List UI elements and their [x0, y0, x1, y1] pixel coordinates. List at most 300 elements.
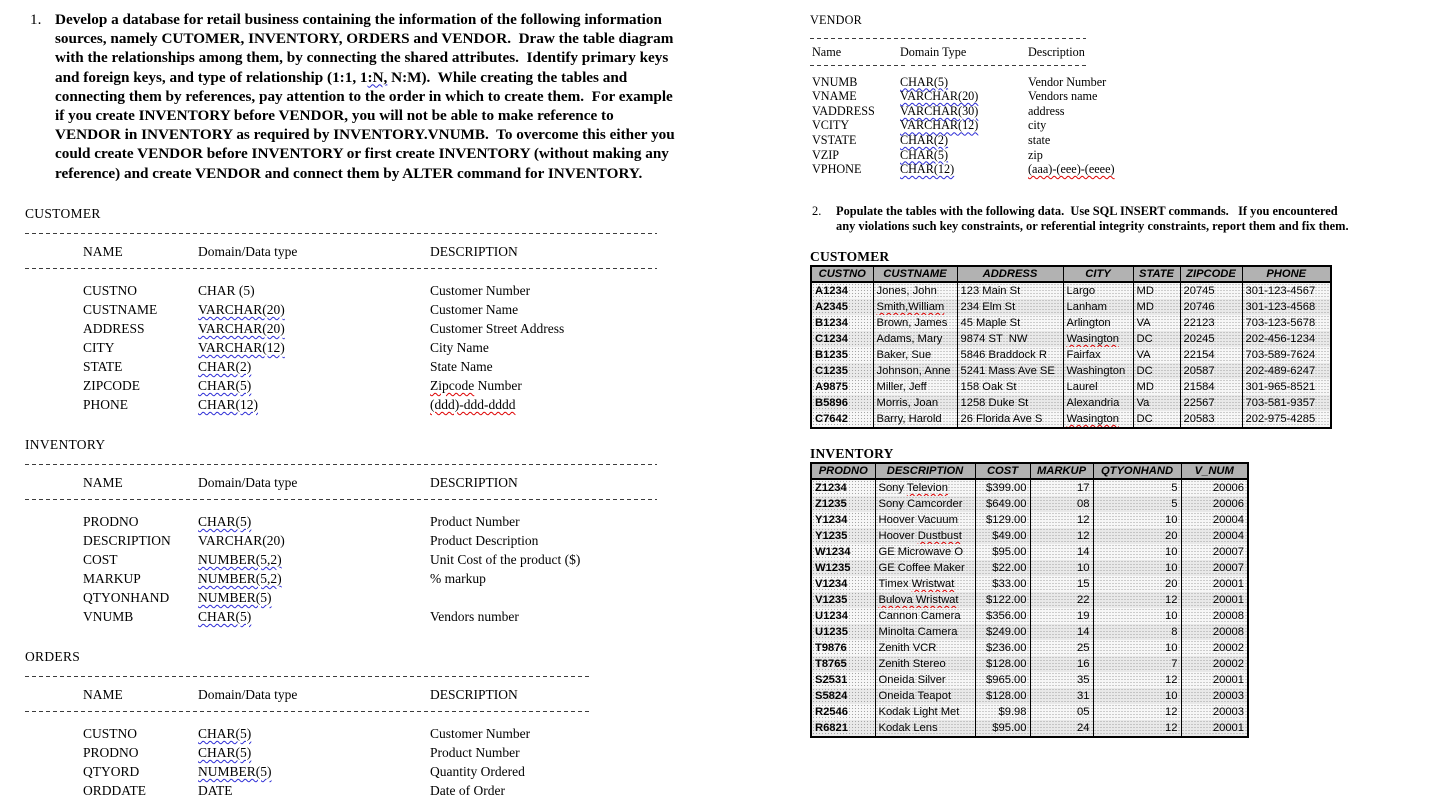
- misspelled-text: NUMBER(5,2): [198, 551, 282, 567]
- attribute-name: CUSTNO: [83, 282, 138, 298]
- table-cell: W1235: [811, 560, 875, 576]
- table-cell: [1063, 315, 1133, 331]
- table-row: [811, 704, 1248, 720]
- table-cell: [1063, 411, 1133, 428]
- table-cell: 9874 ST NW: [957, 331, 1063, 347]
- table-cell: [1063, 347, 1133, 363]
- attribute-domain: [900, 133, 1028, 148]
- schema-row: [810, 75, 1355, 90]
- text-segment: and foreign keys, and type of relationship (1:1, 1: [55, 68, 368, 86]
- column-header: DESCRIPTION: [875, 463, 975, 479]
- attribute-description: [430, 376, 740, 395]
- table-cell: A2345: [811, 299, 873, 315]
- table-cell: 20745: [1180, 282, 1242, 299]
- table-title-inventory: INVENTORY: [810, 445, 894, 461]
- table-cell: [1063, 282, 1133, 299]
- table-cell: A9875: [811, 379, 873, 395]
- table-cell: C1235: [811, 363, 873, 379]
- table-row: [811, 363, 1331, 379]
- table-cell: 20001: [1181, 720, 1248, 737]
- table-cell: 10: [1093, 608, 1181, 624]
- attribute-name: PHONE: [83, 396, 129, 412]
- table-cell: $49.00: [975, 528, 1030, 544]
- schema-header-row: [25, 685, 740, 704]
- schema-col-header: Domain/Data type: [198, 686, 298, 702]
- assignment-item-1: [0, 10, 740, 183]
- schema-col-header: DESCRIPTION: [430, 474, 518, 490]
- table-cell: T9876: [811, 640, 875, 656]
- text-segment: N:M). While creating the tables and: [387, 68, 628, 86]
- text-segment: GE Coffee Maker: [878, 561, 965, 574]
- table-cell: [875, 672, 975, 688]
- table-row: [811, 640, 1248, 656]
- schema-inventory: [25, 436, 740, 626]
- attribute-domain: [198, 319, 430, 338]
- table-cell: $9.98: [975, 704, 1030, 720]
- attribute-domain: [900, 89, 1028, 104]
- text-segment: could create VENDOR before INVENTORY or first create INVENTORY (without making any: [55, 145, 669, 163]
- table-cell: $128.00: [975, 656, 1030, 672]
- table-cell: 12: [1093, 720, 1181, 737]
- text-segment: any violations such key constraints, or referential integrity constraints, report them and fix them.: [836, 219, 1349, 234]
- table-cell: 20746: [1180, 299, 1242, 315]
- table-cell: [1063, 299, 1133, 315]
- table-cell: 158 Oak St: [957, 379, 1063, 395]
- table-cell: Z1235: [811, 496, 875, 512]
- misspelled-text: (aaa)-(eee)-(eeee): [1028, 162, 1115, 177]
- table-cell: 5: [1093, 496, 1181, 512]
- attribute-name: VNUMB: [812, 74, 858, 89]
- table-cell: 5: [1093, 479, 1181, 496]
- schema-row: [25, 300, 740, 319]
- table-cell: DC: [1133, 363, 1180, 379]
- table-cell: 20006: [1181, 496, 1248, 512]
- text-segment: reference) and create VENDOR and connect them by ALTER command for INVENTORY.: [55, 164, 643, 182]
- schema-vendor: [810, 12, 1355, 177]
- text-segment: Brown, James: [876, 316, 948, 329]
- attribute-domain: [198, 743, 430, 762]
- table-cell: 20245: [1180, 331, 1242, 347]
- table-cell: 20: [1093, 576, 1181, 592]
- table-cell: B1234: [811, 315, 873, 331]
- attribute-description: [1028, 162, 1355, 177]
- table-row: [811, 656, 1248, 672]
- table-cell: [1063, 379, 1133, 395]
- table-cell: 20002: [1181, 640, 1248, 656]
- paragraph-line: [836, 219, 1349, 235]
- misspelled-text: CHAR(12): [198, 396, 258, 412]
- table-cell: 12: [1030, 512, 1093, 528]
- table-cell: 10: [1093, 512, 1181, 528]
- table-cell: 24: [1030, 720, 1093, 737]
- text-segment: Date of Order: [430, 782, 505, 798]
- misspelled-text: VARCHAR(12): [900, 118, 979, 133]
- text-segment: Sony Camcorder: [878, 497, 963, 510]
- paragraph-line: [55, 125, 720, 144]
- attribute-domain: [198, 781, 430, 800]
- table-cell: [875, 656, 975, 672]
- misspelled-text: Smith,William: [876, 300, 945, 313]
- item1-number: 1.: [30, 11, 42, 28]
- left-column: [0, 10, 740, 800]
- column-header: CUSTNO: [811, 266, 873, 282]
- table-cell: 14: [1030, 624, 1093, 640]
- attribute-domain: [198, 607, 430, 626]
- table-cell: 20004: [1181, 512, 1248, 528]
- text-segment: sources, namely CUTOMER, INVENTORY, ORDERS and VENDOR. Draw the table diagram: [55, 30, 674, 48]
- divider-dashed-segment: [911, 63, 937, 68]
- divider-dashed: [25, 266, 657, 271]
- table-row: [811, 544, 1248, 560]
- table-cell: B5896: [811, 395, 873, 411]
- misspelled-text: Wasington: [1066, 412, 1119, 425]
- table-cell: [875, 512, 975, 528]
- table-row: [811, 315, 1331, 331]
- text-segment: Morris, Joan: [876, 396, 939, 409]
- schema-row: [810, 104, 1355, 119]
- text-segment: Largo: [1066, 284, 1096, 297]
- column-header: ADDRESS: [957, 266, 1063, 282]
- table-cell: [873, 395, 957, 411]
- table-cell: 14: [1030, 544, 1093, 560]
- attribute-domain: [198, 762, 430, 781]
- table-cell: [1063, 395, 1133, 411]
- table-cell: Y1235: [811, 528, 875, 544]
- text-segment: Minolta Camera: [878, 625, 958, 638]
- attribute-domain: [198, 512, 430, 531]
- table-cell: 123 Main St: [957, 282, 1063, 299]
- attribute-name: QTYORD: [83, 763, 140, 779]
- paragraph-line: [55, 29, 720, 48]
- schema-col-header: Name: [812, 45, 842, 59]
- table-cell: 16: [1030, 656, 1093, 672]
- assignment-item-2: [810, 204, 1355, 235]
- table-cell: 22: [1030, 592, 1093, 608]
- misspelled-text: :N,: [367, 68, 388, 86]
- text-segment: Adams, Mary: [876, 332, 943, 345]
- table-cell: 20004: [1181, 528, 1248, 544]
- table-cell: U1235: [811, 624, 875, 640]
- table-row: [811, 624, 1248, 640]
- table-cell: 20008: [1181, 624, 1248, 640]
- attribute-name: CITY: [83, 339, 115, 355]
- table-cell: MD: [1133, 282, 1180, 299]
- schema-header-row: [25, 242, 740, 261]
- attribute-domain: [198, 395, 430, 414]
- text-segment: VENDOR in INVENTORY as required by INVENTORY.VNUMB. To overcome this either you: [55, 126, 675, 144]
- table-cell: MD: [1133, 299, 1180, 315]
- table-cell: 17: [1030, 479, 1093, 496]
- schema-rows: [810, 75, 1355, 177]
- text-segment: Oneida Silver: [878, 673, 946, 686]
- table-cell: $129.00: [975, 512, 1030, 528]
- data-table-inventory: [810, 462, 1249, 738]
- text-segment: Populate the tables with the following data. Use SQL INSERT commands. If you encountered: [836, 203, 1338, 218]
- table-cell: 301-123-4567: [1242, 282, 1331, 299]
- schema-col-header: Domain Type: [900, 45, 967, 59]
- table-cell: V1235: [811, 592, 875, 608]
- schema-row: [25, 724, 740, 743]
- table-cell: [875, 592, 975, 608]
- text-segment: Barry, Harold: [876, 412, 942, 425]
- text-segment: Customer Number: [430, 725, 531, 741]
- table-cell: $22.00: [975, 560, 1030, 576]
- table-cell: 20007: [1181, 544, 1248, 560]
- table-row: [811, 528, 1248, 544]
- table-cell: $128.00: [975, 688, 1030, 704]
- table-cell: DC: [1133, 331, 1180, 347]
- text-segment: Vendors number: [430, 608, 519, 624]
- table-cell: 20001: [1181, 592, 1248, 608]
- text-segment: city: [1028, 118, 1047, 133]
- table-row: [811, 496, 1248, 512]
- table-cell: [875, 688, 975, 704]
- schema-row: [25, 550, 740, 569]
- divider-dashed-segment: [942, 63, 1086, 68]
- table-row: [811, 512, 1248, 528]
- attribute-description: [430, 781, 740, 800]
- table-cell: $122.00: [975, 592, 1030, 608]
- attribute-description: [430, 607, 740, 626]
- attribute-description: [430, 319, 740, 338]
- column-header: PRODNO: [811, 463, 875, 479]
- schema-row: [25, 376, 740, 395]
- divider-dashed: [810, 63, 1086, 68]
- text-segment: Sony: [878, 481, 907, 494]
- table-cell: 22123: [1180, 315, 1242, 331]
- paragraph-line: [55, 144, 720, 163]
- text-segment: zip: [1028, 147, 1043, 162]
- table-cell: [875, 576, 975, 592]
- column-header: COST: [975, 463, 1030, 479]
- table-cell: 12: [1030, 528, 1093, 544]
- schema-row: [25, 357, 740, 376]
- table-cell: [875, 496, 975, 512]
- table-cell: 08: [1030, 496, 1093, 512]
- attribute-name: CUSTNAME: [83, 301, 158, 317]
- table-cell: $33.00: [975, 576, 1030, 592]
- table-cell: [873, 363, 957, 379]
- misspelled-text: CHAR(2): [198, 358, 252, 374]
- schema-row: [810, 148, 1355, 163]
- table-cell: DC: [1133, 411, 1180, 428]
- text-segment: Quantity Ordered: [430, 763, 525, 779]
- table-row: [811, 411, 1331, 428]
- schema-col-header: Description: [1028, 45, 1085, 59]
- table-cell: 21584: [1180, 379, 1242, 395]
- attribute-domain: [198, 531, 430, 550]
- misspelled-text: Wasington: [1066, 332, 1119, 345]
- schema-row: [25, 607, 740, 626]
- column-header: CUSTNAME: [873, 266, 957, 282]
- table-cell: [875, 528, 975, 544]
- text-segment: Hoover Vacuum: [878, 513, 958, 526]
- table-cell: 12: [1093, 704, 1181, 720]
- table-row: [811, 672, 1248, 688]
- paragraph-line: [55, 106, 720, 125]
- attribute-name: VADDRESS: [812, 103, 875, 118]
- table-row: [811, 479, 1248, 496]
- table-row: [811, 720, 1248, 737]
- text-segment: Zenith VCR: [878, 641, 937, 654]
- text-segment: State Name: [430, 358, 493, 374]
- schema-rows: [25, 281, 740, 414]
- text-segment: Cannon Camera: [878, 609, 961, 622]
- table-header-row: [811, 266, 1331, 282]
- text-segment: Timex: [878, 577, 912, 590]
- text-segment: Hoover: [878, 529, 918, 542]
- attribute-name: COST: [83, 551, 118, 567]
- column-header: V_NUM: [1181, 463, 1248, 479]
- table-row: [811, 592, 1248, 608]
- table-cell: R6821: [811, 720, 875, 737]
- attribute-domain: [198, 550, 430, 569]
- table-row: [811, 299, 1331, 315]
- text-segment: Unit Cost of the product ($): [430, 551, 581, 567]
- text-segment: Vendors name: [1028, 89, 1098, 104]
- table-cell: [873, 411, 957, 428]
- attribute-domain: [198, 724, 430, 743]
- table-cell: 301-965-8521: [1242, 379, 1331, 395]
- table-cell: 20008: [1181, 608, 1248, 624]
- attribute-description: [430, 588, 740, 607]
- table-cell: 10: [1093, 688, 1181, 704]
- table-cell: 8: [1093, 624, 1181, 640]
- table-cell: MD: [1133, 379, 1180, 395]
- table-cell: 20: [1093, 528, 1181, 544]
- table-cell: $95.00: [975, 720, 1030, 737]
- table-cell: 10: [1093, 560, 1181, 576]
- table-row: [811, 347, 1331, 363]
- data-tables: [810, 249, 1355, 738]
- schema-col-header: NAME: [83, 243, 123, 259]
- table-cell: 05: [1030, 704, 1093, 720]
- schema-row: [25, 319, 740, 338]
- divider-dashed: [810, 36, 1086, 41]
- table-cell: U1234: [811, 608, 875, 624]
- attribute-description: [1028, 118, 1355, 133]
- text-segment: Product Number: [430, 513, 520, 529]
- attribute-description: [430, 357, 740, 376]
- table-cell: 703-123-5678: [1242, 315, 1331, 331]
- table-cell: $236.00: [975, 640, 1030, 656]
- misspelled-text: Wristwat: [911, 577, 955, 590]
- text-segment: state: [1028, 132, 1051, 147]
- attribute-name: ADDRESS: [83, 320, 145, 336]
- table-cell: 301-123-4568: [1242, 299, 1331, 315]
- text-segment: CHAR (5): [198, 282, 255, 298]
- misspelled-text: NUMBER(5): [198, 763, 272, 779]
- column-header: STATE: [1133, 266, 1180, 282]
- schema-title: VENDOR: [810, 13, 862, 27]
- text-segment: Number: [474, 377, 522, 393]
- misspelled-text: Zipcode: [430, 377, 475, 393]
- table-cell: 20001: [1181, 576, 1248, 592]
- paragraph-line: [55, 164, 720, 183]
- table-cell: 10: [1093, 544, 1181, 560]
- table-cell: [1063, 363, 1133, 379]
- table-cell: [873, 331, 957, 347]
- paragraph-line: [836, 204, 1341, 220]
- table-cell: 35: [1030, 672, 1093, 688]
- text-segment: Kodak Lens: [878, 721, 938, 734]
- table-cell: 202-975-4285: [1242, 411, 1331, 428]
- text-segment: Customer Name: [430, 301, 519, 317]
- table-cell: 15: [1030, 576, 1093, 592]
- table-header-row: [811, 463, 1248, 479]
- misspelled-text: VARCHAR(20): [198, 301, 285, 317]
- attribute-name: VZIP: [812, 147, 840, 162]
- table-cell: $356.00: [975, 608, 1030, 624]
- table-cell: 20001: [1181, 672, 1248, 688]
- schema-col-header: NAME: [83, 474, 123, 490]
- text-segment: Zenith Stereo: [878, 657, 946, 670]
- paragraph-line: [55, 68, 720, 87]
- table-cell: C1234: [811, 331, 873, 347]
- table-cell: 19: [1030, 608, 1093, 624]
- table-cell: [873, 282, 957, 299]
- paragraph-line: [55, 10, 720, 29]
- table-row: [811, 379, 1331, 395]
- text-segment: Alexandria: [1066, 396, 1120, 409]
- table-cell: 20003: [1181, 688, 1248, 704]
- attribute-name: VNUMB: [83, 608, 134, 624]
- table-cell: [875, 704, 975, 720]
- attribute-domain: [900, 118, 1028, 133]
- schema-rows: [25, 512, 740, 626]
- schema-row: [810, 89, 1355, 104]
- table-cell: S5824: [811, 688, 875, 704]
- schema-header-row: [25, 473, 740, 492]
- schema-row: [810, 162, 1355, 177]
- table-row: [811, 282, 1331, 299]
- text-segment: Washington: [1066, 364, 1126, 377]
- table-cell: 7: [1093, 656, 1181, 672]
- table-cell: 5846 Braddock R: [957, 347, 1063, 363]
- attribute-description: [430, 531, 740, 550]
- table-cell: 20007: [1181, 560, 1248, 576]
- attribute-domain: [900, 148, 1028, 163]
- column-header: CITY: [1063, 266, 1133, 282]
- divider-dashed: [25, 709, 592, 714]
- schema-col-header: DESCRIPTION: [430, 243, 518, 259]
- attribute-name: DESCRIPTION: [83, 532, 171, 548]
- misspelled-text: CHAR(2): [900, 132, 949, 147]
- table-cell: 20006: [1181, 479, 1248, 496]
- text-segment: if you create INVENTORY before VENDOR, you will not be able to make reference to: [55, 107, 614, 125]
- attribute-domain: [198, 281, 430, 300]
- text-segment: Arlington: [1066, 316, 1111, 329]
- paragraph-line: [55, 87, 720, 106]
- misspelled-text: Bulova Wristwat: [878, 593, 959, 606]
- table-row: [811, 395, 1331, 411]
- attribute-description: [430, 743, 740, 762]
- attribute-name: VPHONE: [812, 162, 862, 177]
- table-cell: Va: [1133, 395, 1180, 411]
- attribute-description: [430, 550, 740, 569]
- table-cell: W1234: [811, 544, 875, 560]
- table-cell: 22154: [1180, 347, 1242, 363]
- table-cell: 10: [1030, 560, 1093, 576]
- table-cell: [873, 347, 957, 363]
- attribute-description: [1028, 133, 1355, 148]
- attribute-description: [1028, 148, 1355, 163]
- schema-title: ORDERS: [25, 648, 81, 664]
- column-header: MARKUP: [1030, 463, 1093, 479]
- misspelled-text: CHAR(5): [900, 74, 949, 89]
- schema-row: [25, 569, 740, 588]
- attribute-description: [1028, 104, 1355, 119]
